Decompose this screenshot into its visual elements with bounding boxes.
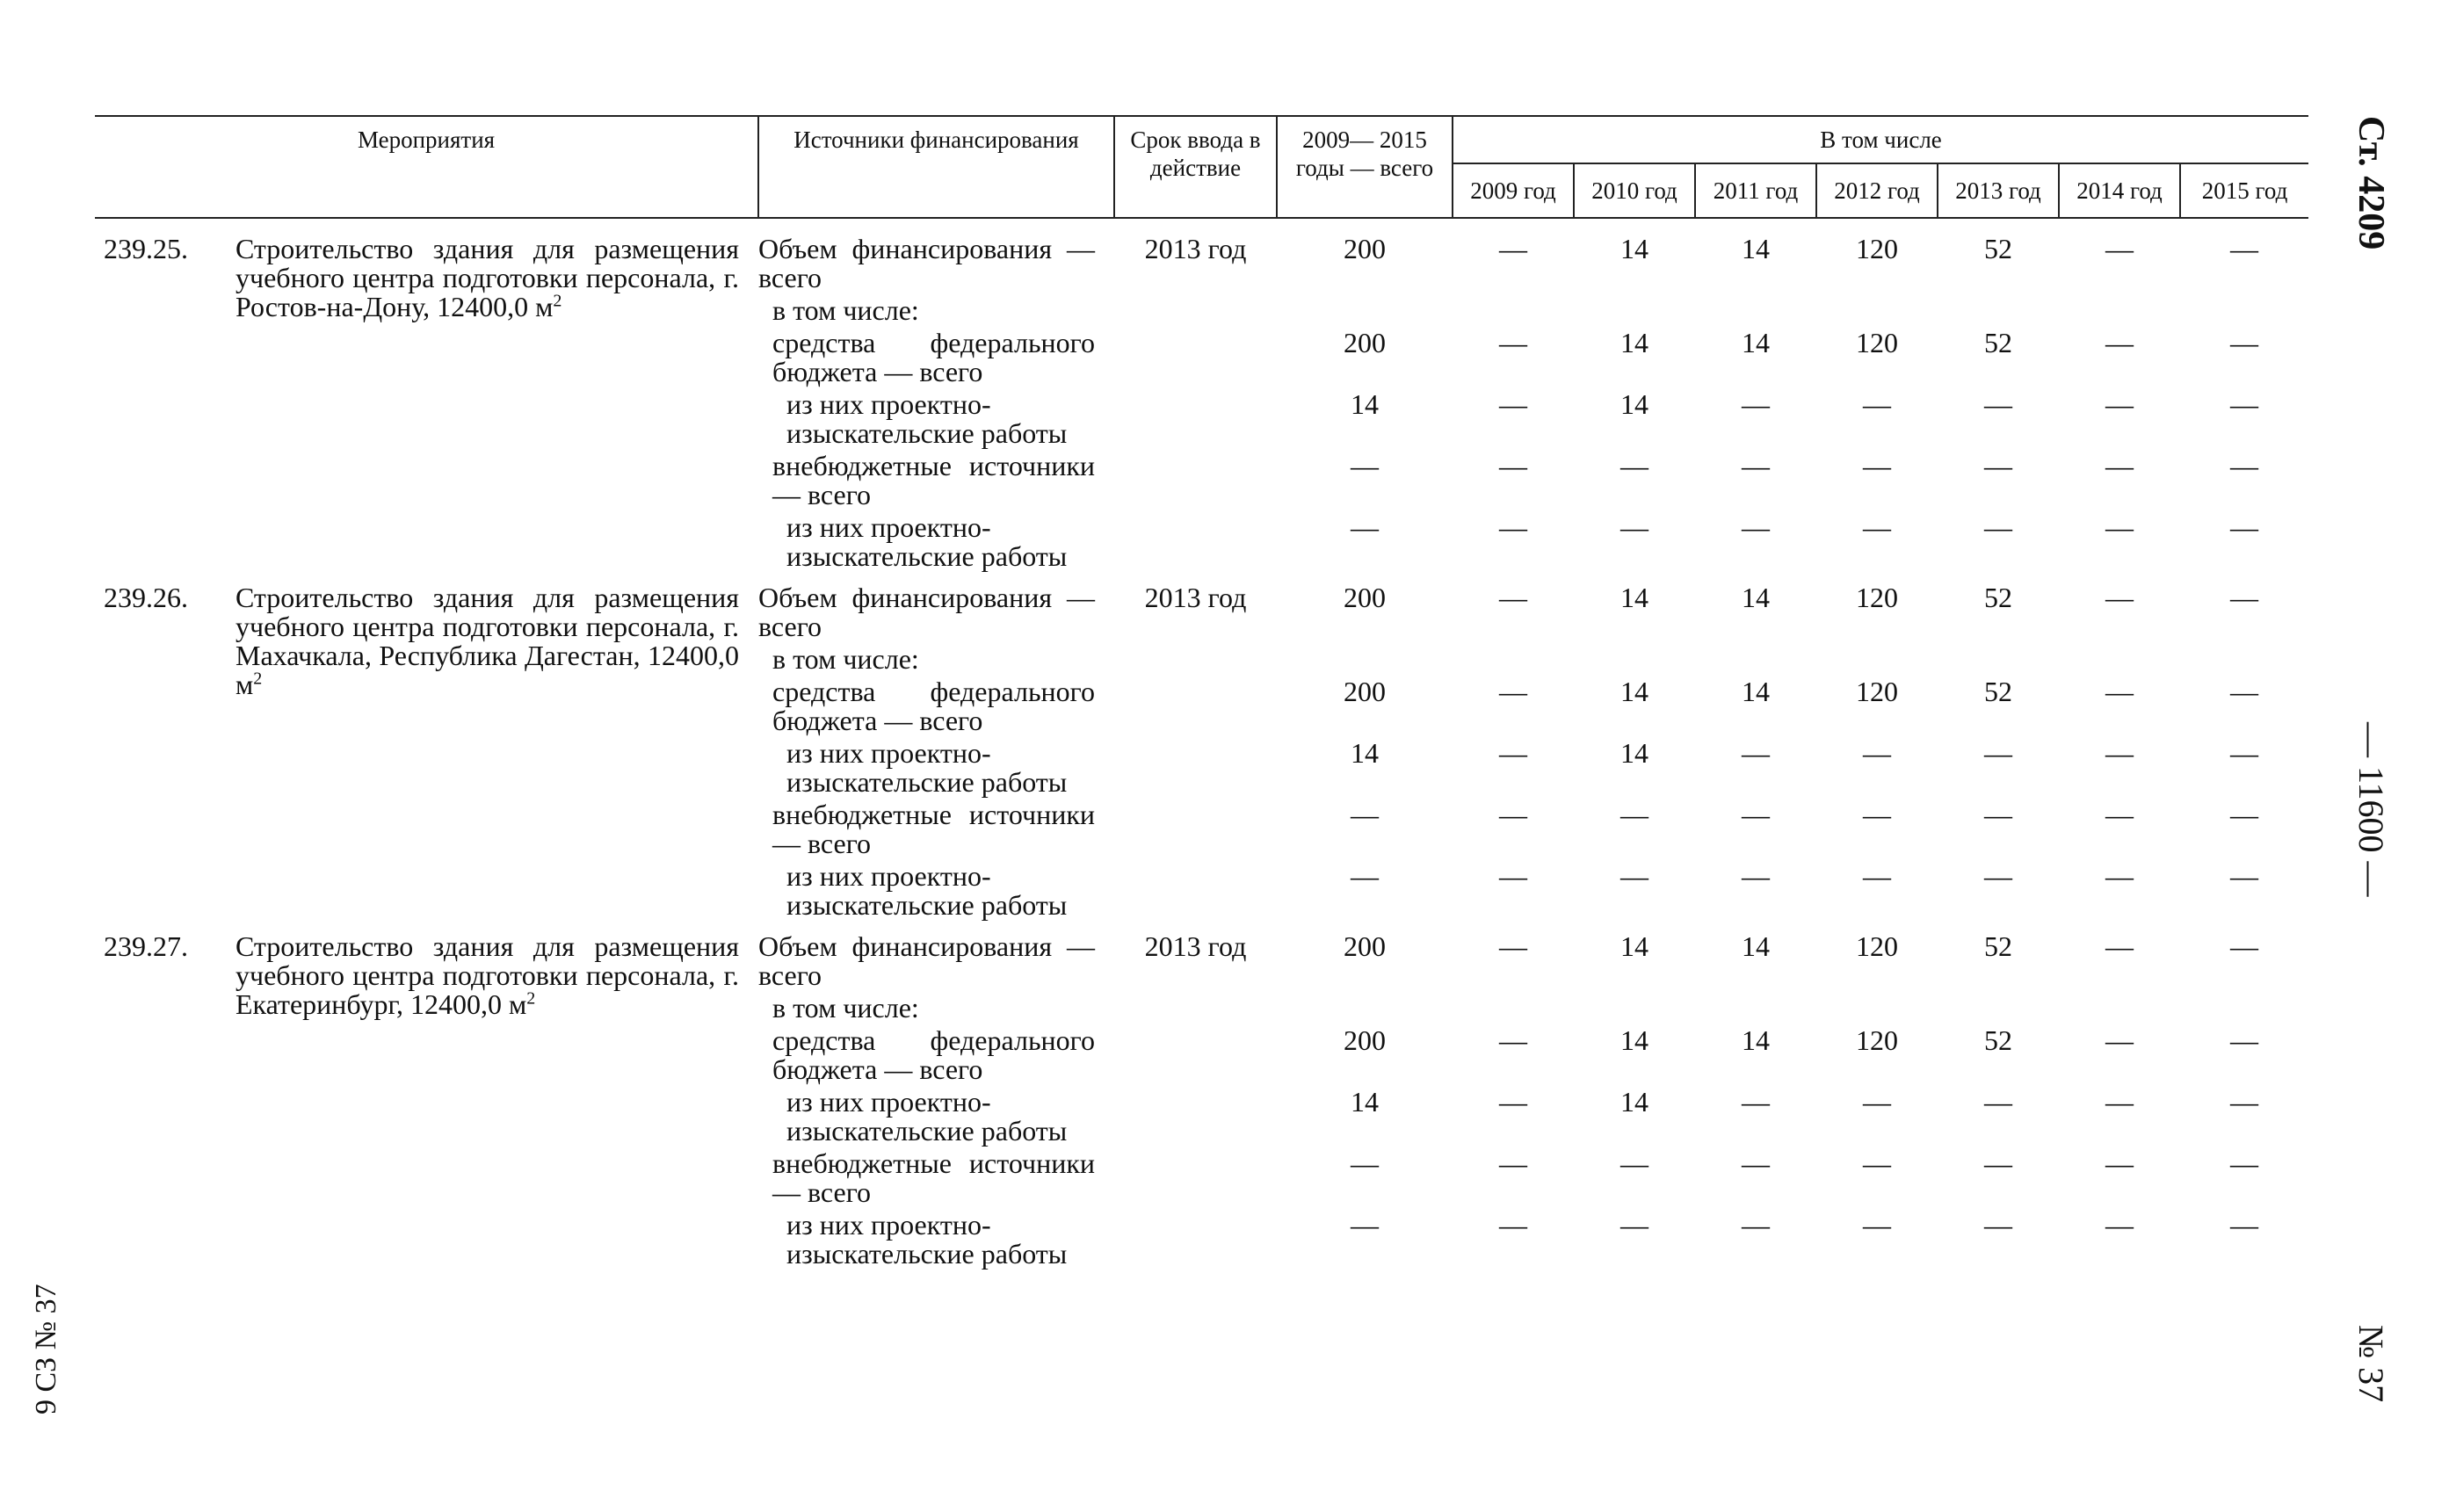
total-value: — xyxy=(1351,450,1379,481)
year-value: 120 xyxy=(1856,1024,1898,1056)
year-value: 14 xyxy=(1620,327,1648,358)
year-value: — xyxy=(1499,511,1527,543)
header-events: Мероприятия xyxy=(95,116,758,218)
year-value: — xyxy=(1742,860,1770,892)
year-value: 14 xyxy=(1620,1024,1648,1056)
total-value: — xyxy=(1351,511,1379,543)
year-value xyxy=(1695,641,1816,674)
item-name xyxy=(235,920,758,1269)
year-value xyxy=(1574,641,1695,674)
year-value: — xyxy=(1499,327,1527,358)
year-value: — xyxy=(2230,676,2259,707)
year-value: 14 xyxy=(1620,737,1648,769)
year-value: — xyxy=(2105,1086,2134,1118)
total-value xyxy=(1277,990,1453,1023)
total-value: 200 xyxy=(1344,582,1386,613)
year-value: 14 xyxy=(1742,327,1770,358)
funding-source: из них проектно-изыскательские работы xyxy=(786,860,1068,921)
year-value: — xyxy=(1499,737,1527,769)
year-value: — xyxy=(1863,511,1891,543)
year-value: — xyxy=(2230,327,2259,358)
year-value: 120 xyxy=(1856,582,1898,613)
year-value: — xyxy=(2230,233,2259,264)
funding-source: Объем финансирования — всего xyxy=(758,930,1095,991)
year-value xyxy=(2180,293,2308,325)
year-value: 14 xyxy=(1742,676,1770,707)
year-value xyxy=(2180,990,2308,1023)
total-value: 200 xyxy=(1344,233,1386,264)
year-value: — xyxy=(1499,450,1527,481)
year-value: — xyxy=(2230,1209,2259,1241)
item-code: 239.26. xyxy=(104,582,188,613)
year-value: — xyxy=(2105,582,2134,613)
year-value: — xyxy=(1863,1209,1891,1241)
item-code: 239.25. xyxy=(104,233,188,264)
table-header xyxy=(95,116,2308,218)
year-value: 14 xyxy=(1620,582,1648,613)
year-value: — xyxy=(1499,799,1527,830)
year-value: 120 xyxy=(1856,930,1898,962)
year-value: — xyxy=(1499,1147,1527,1179)
year-value: — xyxy=(2230,1086,2259,1118)
year-value xyxy=(1453,641,1574,674)
total-value: 200 xyxy=(1344,676,1386,707)
funding-source: из них проектно-изыскательские работы xyxy=(786,511,1068,572)
header-year: 2010 год xyxy=(1574,163,1695,218)
year-value: — xyxy=(2105,233,2134,264)
header-year: 2014 год xyxy=(2059,163,2180,218)
year-value: — xyxy=(1742,450,1770,481)
funding-source: в том числе: xyxy=(772,992,919,1024)
year-value: — xyxy=(1742,388,1770,420)
page-number-label: Ст. 4209 xyxy=(2351,116,2391,250)
year-value: — xyxy=(2105,327,2134,358)
year-value xyxy=(1816,990,1938,1023)
year-value: — xyxy=(1742,737,1770,769)
year-value: — xyxy=(2105,1024,2134,1056)
year-value: 14 xyxy=(1620,930,1648,962)
year-value: — xyxy=(2105,737,2134,769)
total-value: — xyxy=(1351,1147,1379,1179)
year-value: — xyxy=(2230,930,2259,962)
header-total: 2009— 2015 годы — всего xyxy=(1277,116,1453,218)
year-value: 52 xyxy=(1984,676,2012,707)
year-value: — xyxy=(2230,450,2259,481)
year-value: 14 xyxy=(1620,233,1648,264)
year-value: — xyxy=(1499,582,1527,613)
year-value: — xyxy=(1620,511,1648,543)
year-value: — xyxy=(1863,799,1891,830)
total-value: — xyxy=(1351,860,1379,892)
year-value xyxy=(1938,293,2059,325)
year-value xyxy=(1938,641,2059,674)
funding-source: внебюджетные источники — всего xyxy=(772,1147,1095,1208)
year-value: 120 xyxy=(1856,327,1898,358)
sheet-signature-label: 9 СЗ № 37 xyxy=(30,1284,62,1414)
funding-source: внебюджетные источники — всего xyxy=(772,799,1095,859)
year-value: 52 xyxy=(1984,327,2012,358)
unit-superscript: 2 xyxy=(253,669,263,689)
year-value: 14 xyxy=(1620,388,1648,420)
funding-table xyxy=(95,115,2308,1269)
year-value: 120 xyxy=(1856,676,1898,707)
commissioning-term: 2013 год xyxy=(1144,930,1247,962)
funding-source: из них проектно-изыскательские работы xyxy=(786,737,1068,798)
year-value xyxy=(1695,293,1816,325)
year-value: — xyxy=(1742,1209,1770,1241)
total-value: — xyxy=(1351,799,1379,830)
year-value: — xyxy=(1984,388,2012,420)
year-value xyxy=(1574,990,1695,1023)
year-value: — xyxy=(1984,799,2012,830)
total-value: 200 xyxy=(1344,327,1386,358)
header-sources: Источники финансирования xyxy=(758,116,1114,218)
year-value: — xyxy=(1499,1086,1527,1118)
year-value: — xyxy=(2105,860,2134,892)
year-value: — xyxy=(1620,799,1648,830)
funding-source: в том числе: xyxy=(772,643,919,675)
year-value: — xyxy=(2105,930,2134,962)
year-value: — xyxy=(2230,860,2259,892)
year-value: — xyxy=(1984,860,2012,892)
total-value: 200 xyxy=(1344,1024,1386,1056)
year-value xyxy=(1938,990,2059,1023)
year-value xyxy=(1816,293,1938,325)
year-value: — xyxy=(2105,1209,2134,1241)
year-value: — xyxy=(1499,676,1527,707)
year-value: 52 xyxy=(1984,930,2012,962)
table-row xyxy=(95,920,2308,990)
year-value: 52 xyxy=(1984,582,2012,613)
header-including: В том числе xyxy=(1453,116,2308,163)
year-value: — xyxy=(2105,450,2134,481)
year-value xyxy=(2059,641,2180,674)
funding-source: Объем финансирования — всего xyxy=(758,233,1095,293)
unit-superscript: 2 xyxy=(553,291,562,311)
year-value: — xyxy=(1984,1086,2012,1118)
year-value: — xyxy=(2230,388,2259,420)
year-value xyxy=(1453,293,1574,325)
total-value: 14 xyxy=(1351,1086,1379,1118)
year-value: — xyxy=(1984,1147,2012,1179)
year-value xyxy=(1695,990,1816,1023)
year-value: — xyxy=(2230,799,2259,830)
year-value: — xyxy=(1863,388,1891,420)
item-name xyxy=(235,571,758,920)
year-value xyxy=(1816,641,1938,674)
year-value: — xyxy=(1742,511,1770,543)
year-value: — xyxy=(2105,388,2134,420)
year-value: — xyxy=(1984,1209,2012,1241)
year-value: — xyxy=(1620,1209,1648,1241)
total-value: — xyxy=(1351,1209,1379,1241)
header-term: Срок ввода в действие xyxy=(1114,116,1277,218)
year-value: — xyxy=(1742,799,1770,830)
year-value: 14 xyxy=(1620,1086,1648,1118)
year-value: — xyxy=(1984,737,2012,769)
item-code: 239.27. xyxy=(104,930,188,962)
year-value xyxy=(2059,990,2180,1023)
header-year: 2015 год xyxy=(2180,163,2308,218)
funding-source: из них проектно-изыскательские работы xyxy=(786,1086,1068,1147)
year-value: 120 xyxy=(1856,233,1898,264)
header-year: 2009 год xyxy=(1453,163,1574,218)
year-value: — xyxy=(1863,450,1891,481)
year-value: — xyxy=(1620,860,1648,892)
total-value xyxy=(1277,641,1453,674)
year-value: — xyxy=(1984,450,2012,481)
year-value: 52 xyxy=(1984,233,2012,264)
funding-source: средства федерального бюджета — всего xyxy=(772,1024,1095,1085)
table-body xyxy=(95,218,2308,1269)
header-year: 2013 год xyxy=(1938,163,2059,218)
unit-superscript: 2 xyxy=(526,988,536,1009)
item-name xyxy=(235,218,758,571)
year-value: — xyxy=(1742,1086,1770,1118)
year-value: — xyxy=(2105,1147,2134,1179)
total-value: 200 xyxy=(1344,930,1386,962)
year-value: — xyxy=(1863,1147,1891,1179)
funding-source: внебюджетные источники — всего xyxy=(772,450,1095,510)
total-value: 14 xyxy=(1351,388,1379,420)
year-value: — xyxy=(2105,799,2134,830)
table-row xyxy=(95,571,2308,641)
year-value: — xyxy=(1499,1209,1527,1241)
year-value: — xyxy=(1863,737,1891,769)
year-value: — xyxy=(2230,737,2259,769)
year-value: 14 xyxy=(1742,1024,1770,1056)
funding-source: из них проектно-изыскательские работы xyxy=(786,388,1068,449)
issue-number-label: № 37 xyxy=(2351,1325,2391,1403)
funding-source: средства федерального бюджета — всего xyxy=(772,676,1095,736)
commissioning-term: 2013 год xyxy=(1144,233,1247,264)
year-value: — xyxy=(2105,676,2134,707)
year-value: — xyxy=(2230,511,2259,543)
year-value xyxy=(2180,641,2308,674)
year-value: — xyxy=(1742,1147,1770,1179)
year-value: — xyxy=(1499,233,1527,264)
item-name-text: Строительство здания для размещения учебного центра подготовки персонала, г. Ростов-на-Дону, 12400,0 м xyxy=(235,233,739,322)
year-value: — xyxy=(1863,860,1891,892)
funding-source: в том числе: xyxy=(772,294,919,326)
year-value xyxy=(1453,990,1574,1023)
year-value: — xyxy=(1620,450,1648,481)
year-value: 14 xyxy=(1742,582,1770,613)
year-value: — xyxy=(2230,1024,2259,1056)
year-value xyxy=(2059,293,2180,325)
year-value xyxy=(1574,293,1695,325)
year-value: 52 xyxy=(1984,1024,2012,1056)
year-value: — xyxy=(2230,1147,2259,1179)
funding-source: средства федерального бюджета — всего xyxy=(772,327,1095,387)
header-year: 2012 год xyxy=(1816,163,1938,218)
year-value: — xyxy=(1499,388,1527,420)
year-value: — xyxy=(1499,860,1527,892)
year-value: — xyxy=(1499,1024,1527,1056)
year-value: — xyxy=(1863,1086,1891,1118)
serial-number-label: — 11600 — xyxy=(2351,722,2391,897)
item-name-text: Строительство здания для размещения учебного центра подготовки персонала, г. Махачкала, Республика Дагестан, 12400,0 м xyxy=(235,582,739,700)
header-year: 2011 год xyxy=(1695,163,1816,218)
total-value xyxy=(1277,293,1453,325)
year-value: — xyxy=(2105,511,2134,543)
funding-source: из них проектно-изыскательские работы xyxy=(786,1209,1068,1270)
year-value: 14 xyxy=(1742,233,1770,264)
year-value: — xyxy=(1984,511,2012,543)
item-name-text: Строительство здания для размещения учебного центра подготовки персонала, г. Екатеринбург, 12400,0 м xyxy=(235,930,739,1020)
funding-table-container xyxy=(95,115,2308,1269)
year-value: 14 xyxy=(1742,930,1770,962)
table-row xyxy=(95,218,2308,293)
commissioning-term: 2013 год xyxy=(1144,582,1247,613)
year-value: 14 xyxy=(1620,676,1648,707)
year-value: — xyxy=(1620,1147,1648,1179)
total-value: 14 xyxy=(1351,737,1379,769)
year-value: — xyxy=(2230,582,2259,613)
funding-source: Объем финансирования — всего xyxy=(758,582,1095,642)
year-value: — xyxy=(1499,930,1527,962)
